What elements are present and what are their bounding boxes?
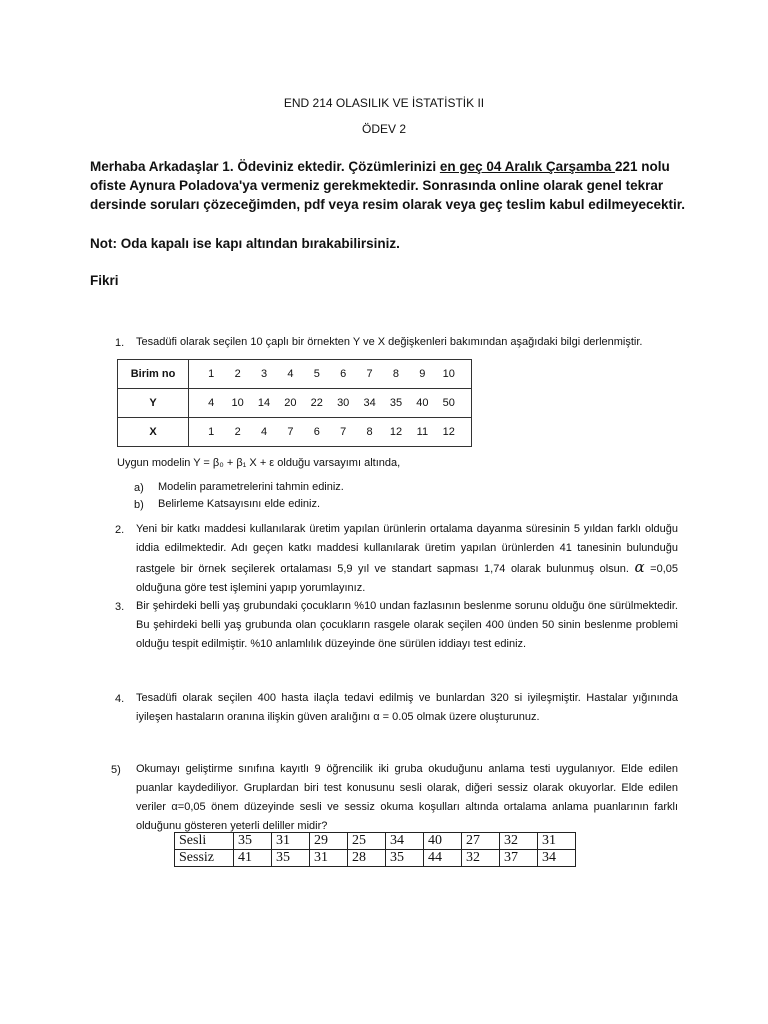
table-cell: 28 [348,850,386,867]
sessiz-label: Sessiz [175,850,234,867]
table-row [118,389,472,418]
note-text: Not: Oda kapalı ise kapı altından bırakabilirsiniz. [90,236,400,251]
q2-number: 2. [115,524,125,536]
table-row [118,418,472,447]
q1-b-text: Belirleme Katsayısını elde ediniz. [158,498,321,510]
q2-end: =0,05 olduğuna göre test işlemini yapıp yorumlayınız. [136,563,678,594]
q5-data-table [174,832,576,867]
q1-a-label: a) [134,482,144,494]
table-cell: 2 [234,426,241,438]
table-cell: 27 [462,833,500,850]
q1-data-table [117,359,472,447]
q1-text: Tesadüfi olarak seçilen 10 çaplı bir örnekten Y ve X değişkenleri bakımından aşağıdaki bilgi derlenmiştir. [136,336,643,348]
table-cell: 11 [416,426,429,438]
table-cell: 20 [284,397,297,409]
table-cell: 3 [260,368,268,380]
birim-values [189,360,472,389]
table-cell: 4 [287,368,294,380]
table-cell: 12 [442,426,455,438]
q1-a-text: Modelin parametrelerini tahmin ediniz. [158,481,344,493]
q5-number: 5) [111,764,121,776]
q2-text [136,520,678,598]
table-cell: 40 [424,833,462,850]
x-values [189,418,472,447]
assignment-title: ÖDEV 2 [361,122,406,136]
table-cell: 1 [208,426,215,438]
intro-paragraph [90,157,690,214]
table-cell: 6 [340,368,347,380]
q1-b-label: b) [134,499,144,511]
table-cell: 7 [287,426,294,438]
q1-model-text: Uygun modelin Y = β₀ + β₁ X + ε olduğu varsayımı altında, [117,457,401,469]
y-values [189,389,472,418]
table-cell: 10 [442,368,455,380]
row-label-y: Y [118,389,189,418]
table-cell: 7 [340,426,347,438]
table-cell: 4 [260,426,268,438]
signature: Fikri [90,273,119,288]
q1-number: 1. [115,337,125,349]
q4-number: 4. [115,693,125,705]
table-cell: 9 [419,368,426,380]
table-cell: 1 [208,368,215,380]
alpha-symbol: α [634,558,645,576]
table-cell: 31 [538,833,576,850]
table-cell: 25 [348,833,386,850]
deadline-text: en geç 04 Aralık Çarşamba [439,159,615,174]
table-cell: 44 [424,850,462,867]
course-title: END 214 OLASILIK VE İSTATİSTİK II [283,96,485,110]
table-cell: 22 [310,397,323,409]
q5-text: Okumayı geliştirme sınıfına kayıtlı 9 öğrencilik iki gruba okuduğunu anlama testi uygulanıyor. Elde edilen puanlar kaydediliyor. Gruplardan biri test konusunu sesli olarak, diğeri sessiz olarak okuyorlar. Elde edilen veriler α=0,05 önem düzeyinde sesli ve sessiz okuma koşulları altında ortalama anlama puanlarının farklı olduğunu gösteren yeterli deliller midir? [136,763,678,832]
table-cell: 32 [500,833,538,850]
table-cell: 12 [389,426,403,438]
table-cell: 29 [310,833,348,850]
table-cell: 35 [389,397,403,409]
table-cell: 41 [234,850,272,867]
table-cell: 34 [363,397,376,409]
table-row [175,833,576,850]
table-cell: 2 [234,368,241,380]
table-cell: 35 [386,850,424,867]
table-cell: 14 [257,397,271,409]
table-cell: 31 [272,833,310,850]
table-cell: 8 [366,426,373,438]
table-cell: 34 [538,850,576,867]
intro-text-1: Merhaba Arkadaşlar 1. Ödeviniz ektedir. Çözümlerinizi [90,159,440,174]
table-cell: 37 [500,850,538,867]
table-cell: 5 [313,368,320,380]
table-row [118,360,472,389]
table-cell: 7 [366,368,373,380]
q4-text: Tesadüfi olarak seçilen 400 hasta ilaçla tedavi edilmiş ve bunlardan 320 si iyileşmiştir. Hastalar yığınında iyileşen hastaların oranına ilişkin güven aralığını α = 0.05 olmak üzere oluşturunuz. [136,692,678,723]
table-cell: 8 [392,368,400,380]
table-cell: 40 [416,397,429,409]
table-cell: 6 [313,426,320,438]
table-cell: 34 [386,833,424,850]
table-cell: 4 [208,397,215,409]
sesli-label: Sesli [175,833,234,850]
table-cell: 10 [231,397,244,409]
q2-body: Yeni bir katkı maddesi kullanılarak üretim yapılan ürünlerin ortalama dayanma süresinin 5 yıldan farklı olduğu iddia edilmektedir. Adı geçen katkı maddesi kullanılarak üretim yapılan ürünlerden 41 tanesinin bulunduğu rastgele bir örnek seçilerek ortalaması 5,9 yıl ve standart sapması 1,74 olarak bulunmuş olsun. [136,523,678,575]
table-cell: 31 [310,850,348,867]
intro-text-2: 221 nolu ofiste Aynura Poladova'ya vermeniz gerekmektedir. Sonrasında online olarak genel tekrar dersinde soruları çözeceğimden, pdf veya resim olarak veya geç teslim kabul edilmeyecektir. [90,159,686,212]
table-cell: 35 [272,850,310,867]
q3-text: Bir şehirdeki belli yaş grubundaki çocukların %10 undan fazlasının beslenme sorunu olduğu öne sürülmektedir. Bu şehirdeki belli yaş grubunda olan çocukların rasgele olarak seçilen 400 ünden 50 sinin beslenme problemi olduğu tespit edilmiştir. %10 anlamlılık düzeyinde öne sürülen iddiayı test ediniz. [136,600,678,650]
q3-number: 3. [115,601,125,613]
row-label-birim: Birim no [118,360,189,389]
table-cell: 30 [337,397,350,409]
row-label-x: X [118,418,189,447]
table-cell: 32 [462,850,500,867]
table-row [175,850,576,867]
table-cell: 50 [442,397,455,409]
table-cell: 35 [234,833,272,850]
